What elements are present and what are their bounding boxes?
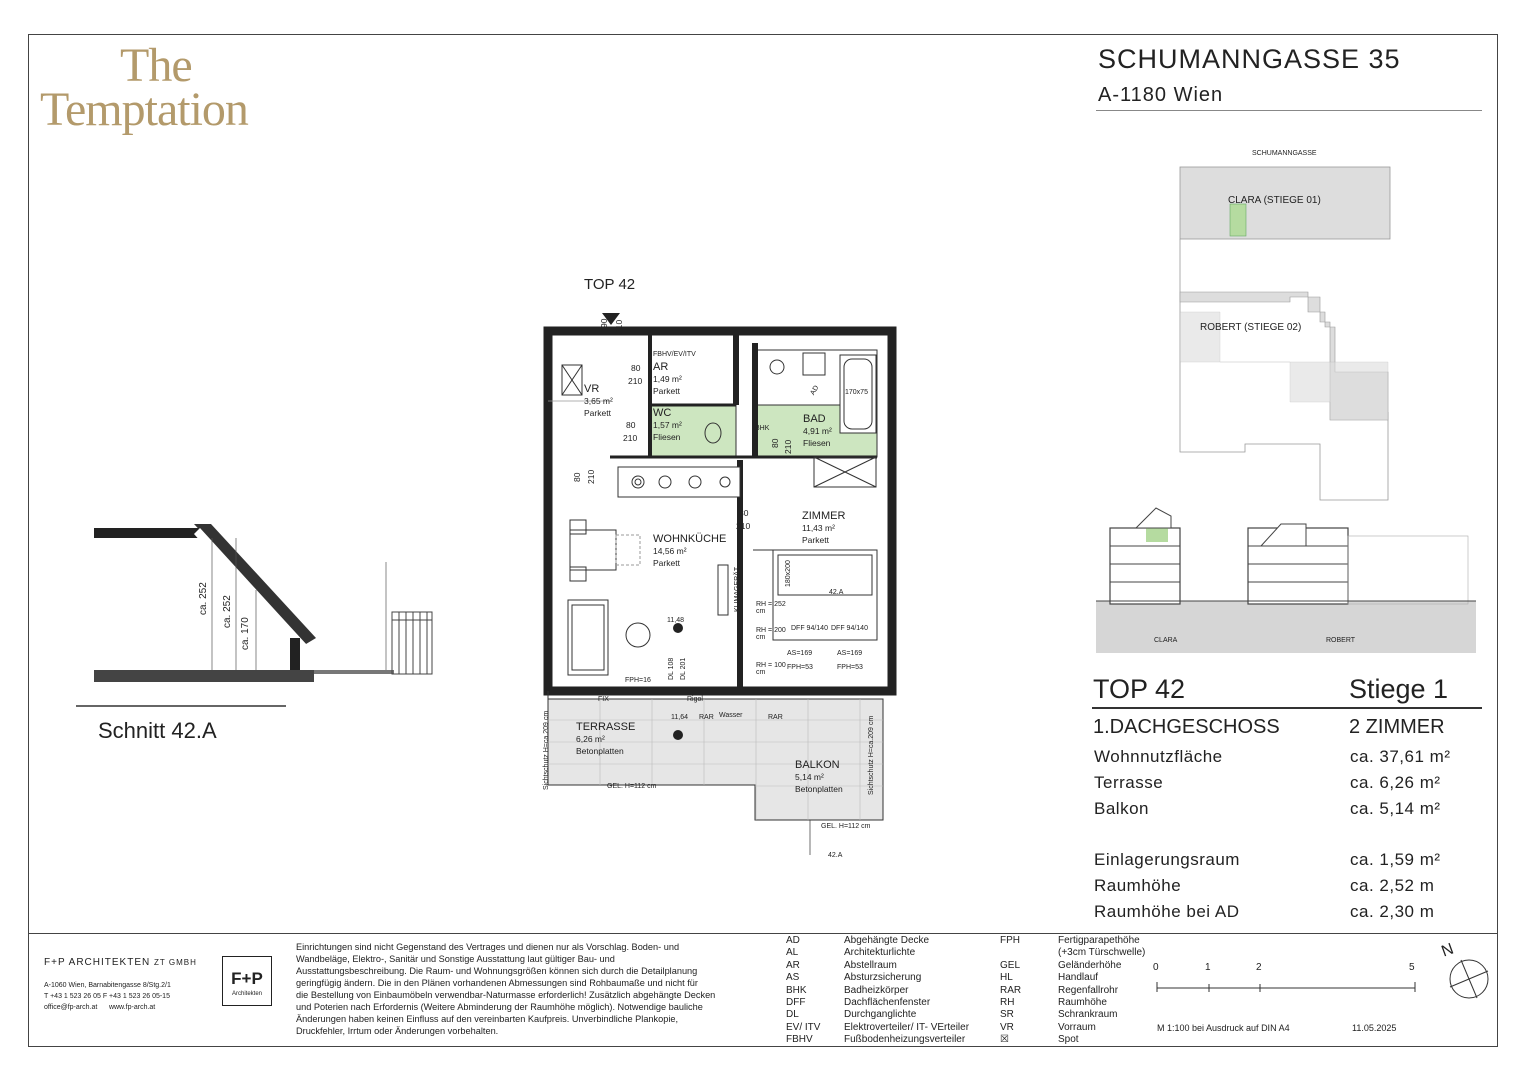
plan-date: 11.05.2025	[1352, 1023, 1397, 1033]
legend-desc: Raumhöhe	[1058, 997, 1107, 1009]
summary-divider	[1092, 707, 1482, 709]
legend-abbr: AL	[786, 947, 799, 959]
plan-fph1: FPH=53	[787, 664, 813, 671]
legend-desc: Geländerhöhe	[1058, 959, 1122, 971]
section-title: Schnitt 42.A	[98, 718, 217, 743]
plan-door-210: 210	[628, 376, 643, 386]
room-floor: Parkett	[802, 535, 829, 545]
summary-floor: 1.DACHGESCHOSS	[1093, 716, 1280, 738]
room-area: 14,56 m²	[653, 546, 687, 556]
footer-divider	[28, 933, 1498, 934]
room-name: AR	[653, 361, 669, 373]
legend-row	[1000, 947, 1160, 959]
plan-as1: AS=169	[787, 650, 813, 657]
plan-fix: FIX	[598, 696, 609, 703]
plan-dl201: DL 201	[680, 657, 687, 680]
legend-abbr: SR	[1000, 1009, 1014, 1021]
legend-abbr: EV/ ITV	[786, 1021, 821, 1033]
room-zimmer	[802, 510, 845, 546]
room-area: 4,91 m²	[803, 426, 832, 436]
firm-logo-big: F+P	[231, 969, 263, 988]
plan-fph16: FPH=16	[625, 677, 651, 684]
room-floor: Fliesen	[653, 432, 681, 442]
scale-bar-graphic	[1153, 978, 1423, 994]
legend-row	[786, 1009, 996, 1021]
room-floor: Parkett	[653, 558, 680, 568]
legend-abbr: GEL	[1000, 959, 1021, 971]
plan-sichtschutz2: Sichtschutz H=ca.209 cm	[868, 715, 875, 795]
firm-logo-small: Architekten	[231, 991, 262, 997]
summary-rooms: 2 ZIMMER	[1349, 716, 1445, 738]
legend-desc: Durchganglichte	[844, 1009, 917, 1021]
room-floor: Fliesen	[803, 438, 831, 448]
legend-row	[1000, 997, 1160, 1009]
legend-row	[786, 960, 996, 972]
plan-door-dim: 210	[614, 319, 624, 334]
legend-row	[786, 1034, 996, 1046]
legend-row	[1000, 1009, 1160, 1021]
room-wohnkueche	[653, 533, 726, 569]
plan-door-80: 80	[631, 363, 641, 373]
room-name: WOHNKÜCHE	[653, 533, 727, 545]
elevation-section	[1096, 496, 1478, 656]
legend-desc: Abstellraum	[844, 959, 897, 971]
plan-door-dim: 90	[599, 318, 609, 328]
plan-h1148: 11,48	[667, 617, 684, 624]
plan-door-80: 80	[572, 472, 582, 482]
legend-row	[1000, 985, 1160, 997]
legend-abbr: DL	[786, 1009, 799, 1021]
legend-desc: Spot	[1058, 1034, 1079, 1046]
plan-door-80: 80	[770, 438, 780, 448]
area-value: ca. 2,52 m	[1350, 876, 1435, 895]
plan-door-210: 210	[783, 439, 793, 454]
legend-abbr: RAR	[1000, 984, 1022, 996]
plan-klima: KLIMAGERÄT	[734, 566, 741, 612]
plan-rh2: RH = 200 cm	[756, 627, 786, 641]
section-dim1: ca. 252	[198, 582, 209, 615]
plan-rh1: RH = 252 cm	[756, 601, 786, 615]
legend-row	[1000, 935, 1160, 947]
section-label-clara: CLARA	[1154, 637, 1178, 644]
legend-abbr	[1000, 947, 1058, 959]
area-value: ca. 1,59 m²	[1350, 850, 1441, 869]
legend-row	[1000, 1034, 1160, 1046]
plan-door-210: 210	[623, 433, 638, 443]
legend-abbr: ☒	[1000, 1034, 1009, 1046]
legend-abbr: HL	[1000, 972, 1013, 984]
plan-h1164: 11,64	[671, 714, 688, 721]
legend-abbr: FBHV	[786, 1034, 813, 1046]
room-floor: Betonplatten	[795, 784, 843, 794]
room-area: 3,65 m²	[584, 396, 613, 406]
room-balkon	[795, 759, 843, 795]
legend-row	[786, 935, 996, 947]
legend-desc: Abgehängte Decke	[844, 935, 930, 946]
legend-row	[786, 1022, 996, 1034]
legend-abbr: FPH	[1000, 935, 1020, 946]
firm-name: F+P ARCHITEKTEN	[44, 957, 151, 968]
disclaimer-line: Wandbeläge, Elektro-, Sanitär und Sonstige Ausstattung laut gültiger Bau- und	[296, 954, 615, 964]
plan-fph2: FPH=53	[837, 664, 863, 671]
plan-fbhv: FBHV/EV/ITV	[653, 351, 696, 358]
scale-tick-label: 0	[1153, 962, 1159, 973]
room-floor: Parkett	[584, 408, 611, 418]
disclaimer-line: Ausstattungsbeschreibung. Die Raum- und Wohnungsgrößen können sich durch die Detailplanung	[296, 966, 698, 976]
area-label: Raumhöhe bei AD	[1094, 902, 1240, 921]
firm-phone: T +43 1 523 26 05 F +43 1 523 26 05-15	[44, 993, 170, 1000]
plan-wasser: Wasser	[719, 712, 743, 719]
address-street: SCHUMANNGASSE 35	[1098, 44, 1401, 74]
legend-desc: Regenfallrohr	[1058, 984, 1119, 996]
north-label: N	[1439, 940, 1456, 961]
disclaimer-line: Druckfehler, Irrtum oder Änderungen vorbehalten.	[296, 1026, 499, 1036]
legend-desc: Handlauf	[1058, 972, 1099, 984]
plan-door-210: 210	[586, 469, 596, 484]
room-name: VR	[584, 383, 600, 395]
scale-tick-label: 2	[1256, 962, 1262, 973]
disclaimer-line: Einrichtungen sind nicht Gegenstand des Vertrages und dienen nur als Vorschlag. Boden- und	[296, 942, 680, 952]
address-divider	[1096, 110, 1482, 111]
legend-desc: Vorraum	[1058, 1021, 1096, 1033]
firm-logo	[222, 956, 272, 1006]
area-label: Raumhöhe	[1094, 876, 1182, 895]
disclaimer	[296, 941, 776, 1037]
plan-bed-size: 180x200	[785, 560, 792, 587]
room-area: 1,49 m²	[653, 374, 682, 384]
area-label: Wohnnutzfläche	[1094, 747, 1223, 766]
room-name: BALKON	[795, 759, 840, 771]
plan-as2: AS=169	[837, 650, 863, 657]
area-label: Einlagerungsraum	[1094, 850, 1240, 869]
legend-desc: Fertigparapethöhe	[1058, 935, 1140, 946]
legend-row	[1000, 960, 1160, 972]
room-name: ZIMMER	[802, 510, 846, 522]
plan-door-210: 210	[736, 521, 751, 531]
plan-tub: 170x75	[845, 389, 868, 396]
disclaimer-line: die Bestellung von Einbaumöbeln verwendbar-Naturmasse erforderlich! Zusätzlich abgehängte Decken	[296, 990, 716, 1000]
section-label-robert: ROBERT	[1326, 637, 1356, 644]
plan-door-80: 80	[739, 508, 749, 518]
area-value: ca. 6,26 m²	[1350, 773, 1441, 792]
scale-tick-label: 5	[1409, 962, 1415, 973]
disclaimer-line: geringfügig ändern. Die in den Plänen vorhandenen Abmessungen sind Rohbaumaße und nicht für	[296, 978, 698, 988]
scale-bar	[1153, 962, 1423, 998]
area-label: Terrasse	[1094, 773, 1164, 792]
room-terrasse	[576, 721, 635, 757]
scale-text: M 1:100 bei Ausdruck auf DIN A4	[1157, 1023, 1290, 1033]
room-wc	[653, 407, 682, 443]
section-dim3: ca. 170	[240, 617, 251, 650]
section-dim2: ca. 252	[222, 595, 233, 628]
room-floor: Betonplatten	[576, 746, 624, 756]
room-area: 1,57 m²	[653, 420, 682, 430]
legend-row	[786, 972, 996, 984]
legend-desc: (+3cm Türschwelle)	[1058, 947, 1146, 959]
legend-abbr: AS	[786, 972, 800, 984]
section-drawing	[76, 520, 436, 710]
legend-desc: Schrankraum	[1058, 1009, 1118, 1021]
room-name: BAD	[803, 413, 826, 425]
legend-desc: Absturzsicherung	[844, 972, 922, 984]
plan-section-marker-bottom: 42.A	[828, 852, 843, 859]
disclaimer-line: und Poterien nach Erfordernis (Weitere Abminderung der Raumhöhe möglich). Notwendige bauliche	[296, 1002, 703, 1012]
legend-row	[786, 985, 996, 997]
floor-plan	[540, 295, 900, 865]
legend-row	[786, 947, 996, 959]
north-arrow-icon	[1447, 957, 1491, 1001]
brand-line1: The	[120, 39, 192, 92]
firm-suffix: ZT GMBH	[154, 958, 197, 967]
legend-abbr: RH	[1000, 997, 1015, 1009]
legend-row	[786, 997, 996, 1009]
legend-column-1	[786, 935, 996, 1047]
firm-web: office@fp-arch.at www.fp-arch.at	[44, 1004, 156, 1011]
summary-stiege: Stiege 1	[1349, 674, 1449, 704]
plan-rar2: RAR	[768, 714, 783, 721]
room-area: 11,43 m²	[802, 523, 835, 533]
plan-rar1: RAR	[699, 714, 714, 721]
legend-desc: Architekturlichte	[844, 947, 916, 959]
legend-column-2	[1000, 935, 1160, 1047]
area-value: ca. 5,14 m²	[1350, 799, 1441, 818]
site-building1: CLARA (STIEGE 01)	[1228, 195, 1321, 206]
room-name: TERRASSE	[576, 721, 636, 733]
plan-dff1: DFF 94/140	[791, 625, 828, 632]
plan-rh3: RH = 100 cm	[756, 662, 786, 676]
plan-gel2: GEL. H=112 cm	[821, 823, 871, 830]
brand-logo	[40, 39, 248, 136]
legend-desc: Elektroverteiler/ IT- VErteiler	[844, 1021, 970, 1033]
scale-tick-label: 1	[1205, 962, 1211, 973]
room-area: 6,26 m²	[576, 734, 605, 744]
legend-row	[1000, 972, 1160, 984]
area-label: Balkon	[1094, 799, 1149, 818]
legend-abbr: BHK	[786, 984, 807, 996]
firm-address: A-1060 Wien, Barnabitengasse 8/Stg.2/1	[44, 982, 171, 989]
room-ar	[653, 361, 682, 397]
plan-unit-label: TOP 42	[584, 276, 636, 293]
plan-gel1: GEL. H=112 cm	[607, 783, 657, 790]
site-street-label: SCHUMANNGASSE	[1252, 150, 1317, 157]
plan-section-marker: 42.A	[829, 589, 844, 596]
legend-abbr: VR	[1000, 1021, 1014, 1033]
area-value: ca. 37,61 m²	[1350, 747, 1451, 766]
legend-desc: Badheizkörper	[844, 984, 909, 996]
footer-firm	[44, 957, 197, 968]
brand-line2: Temptation	[40, 83, 248, 136]
room-floor: Parkett	[653, 386, 680, 396]
legend-row	[1000, 1022, 1160, 1034]
legend-abbr: DFF	[786, 997, 806, 1009]
address-city: A-1180 Wien	[1098, 84, 1224, 106]
room-name: WC	[653, 407, 672, 419]
room-vr	[584, 383, 613, 419]
plan-sichtschutz1: Sichtschutz H=ca.209 cm	[543, 710, 550, 790]
plan-dl108: DL 108	[668, 657, 675, 680]
plan-door-80: 80	[626, 420, 636, 430]
plan-rigol: Rigol	[687, 696, 703, 703]
legend-desc: Dachflächenfenster	[844, 997, 931, 1009]
room-bad	[803, 413, 832, 449]
legend-abbr: AR	[786, 959, 800, 971]
area-value: ca. 2,30 m	[1350, 902, 1435, 921]
plan-dff2: DFF 94/140	[831, 625, 868, 632]
room-area: 5,14 m²	[795, 772, 824, 782]
plan-ad: AD	[809, 384, 821, 397]
legend-desc: Fußbodenheizungsverteiler	[844, 1034, 966, 1046]
summary-top: TOP 42	[1093, 674, 1186, 704]
legend-abbr: AD	[786, 935, 800, 946]
plan-bhk: BHK	[755, 425, 770, 432]
disclaimer-line: Änderungen haben keinen Einfluss auf den vereinbarten Kaufpreis. Unverbindliche Plankopie,	[296, 1014, 679, 1024]
site-building2: ROBERT (STIEGE 02)	[1200, 322, 1302, 333]
